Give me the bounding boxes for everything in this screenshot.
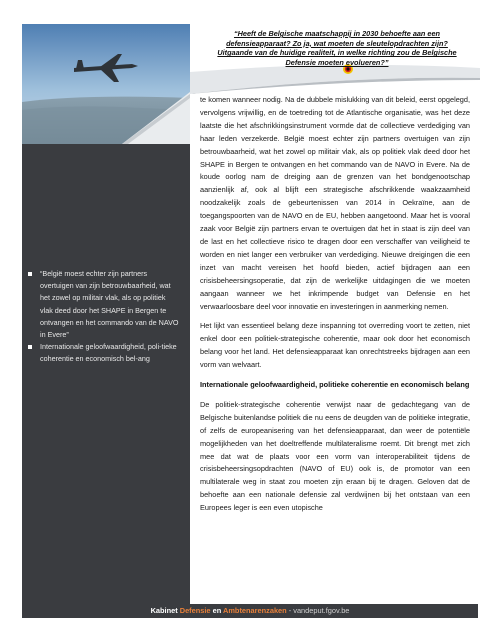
bullet-square-icon [28, 272, 32, 276]
heading-line-2: defensieapparaat? Zo ja, wat moeten de sleutelopdrachten zijn? [226, 38, 448, 48]
bullet-text: “België moest echter zijn partners overtuigen van zijn betrouwbaarheid, wat het zowel op militair vlak, als op politiek vlak deed door het SHAPE in Bergen te ontvangen en het commando van de NAVO in Evere” [40, 269, 179, 340]
fighter-jet-photo [22, 24, 190, 144]
paragraph: te komen wanneer nodig. Na de dubbele mislukking van dit beleid, eerst opgelegd, vervolgens vrijwillig, en de toetreding tot de Atlantische organisatie, was het deze laatste die het afschrikkingsinstrument vormde dat de collectieve verdediging van haar leden verzekerde. België moest echter zijn partners overtuigen van zijn betrouwbaarheid, wat het zowel op militair vlak, als op politiek vlak deed door het SHAPE in Bergen te ontvangen en het commando van de NAVO in Evere. Na de koude oorlog nam de dreiging aan de grenzen van het bondgenootschap aanzienlijk af, ook al blijft een strategische afschrikkende waakzaamheid noodzakelijk zoals de gebeurtenissen van 2014 in Oekraïne, aan de toegangspoorten van de NAVO en de EU, hebben aangetoond. Maar het is vooral zaak voor België zijn partners ervan te overtuigen dat het in staat is zijn deel van de last en het collectieve risico te dragen door een verschaffer van veiligheid te worden en niet langer een verbruiker van verdediging. Nieuwe dreigingen die een inzet van macht vereisen het hoofd bieden, actief bijdragen aan een crisisbeheersingsoperatie, dat zijn de werkelijke uitdagingen die we moeten aangaan wanneer we het inkrimpende budget van Defensie en het verwaarloosbare deel voor innovatie en investeringen in aanmerking nemen. [200, 95, 470, 311]
footer-text-defensie: Defensie [179, 606, 211, 615]
bullet-item [28, 341, 180, 365]
paragraph: Het lijkt van essentieel belang deze inspanning tot overreding voort te zetten, niet enkel door een politiek-strategische coherentie, maar ook door het economisch belang voor het land. Het defensieapparaat kan onrechtstreeks bijdragen aan een vorm van welvaart. [200, 321, 470, 370]
paragraph: De politiek-strategische coherentie verwijst naar de gedachtegang van de Belgische buitenlandse politiek die nu eens de deugden van de politieke integratie, of zelfs de europeanisering van het defensieapparaat, dan weer de potentiële mogelijkheden van het doeltreffende multilateralisme roemt. Dit brengt met zich mee dat wat de plaats voor een vorm van interoperabiliteit tijdens de crisisbeheersingsopdrachten (NAVO of EU) ook is, de promotor van een multilaterale weg in staat zou moeten zijn eraan bij te dragen. Geloven dat de behoefte aan een nationale defensie zal verdwijnen bij het ontstaan van een Europees leger is een even utopische [200, 399, 470, 513]
footer-text-ambtenarenzaken: Ambtenarenzaken [223, 606, 287, 615]
bullet-text: Internationale geloofwaardigheid, poli-tieke coherentie en economisch bel-ang [40, 342, 177, 364]
footer-text-kabinet: Kabinet [150, 606, 180, 615]
footer-bar [22, 604, 478, 618]
section-title: Internationale geloofwaardigheid, politieke coherentie en economisch belang [200, 380, 470, 390]
heading-line-1: “Heeft de Belgische maatschappij in 2030 behoefte aan een [233, 29, 440, 38]
footer-text-en: en [210, 606, 224, 615]
bullet-square-icon [28, 345, 32, 349]
bullet-item [28, 268, 180, 341]
footer-text [22, 606, 478, 615]
heading-line-4: Defensie moeten evolueren?” [285, 57, 389, 67]
heading-line-3: Uitgaande van de huidige realiteit, in welke richting zou de Belgische [217, 48, 457, 58]
body-text [200, 94, 470, 522]
sidebar-bullet-list [28, 268, 180, 366]
footer-link[interactable]: - vandeput.fgov.be [286, 606, 350, 615]
page-heading [196, 29, 478, 67]
